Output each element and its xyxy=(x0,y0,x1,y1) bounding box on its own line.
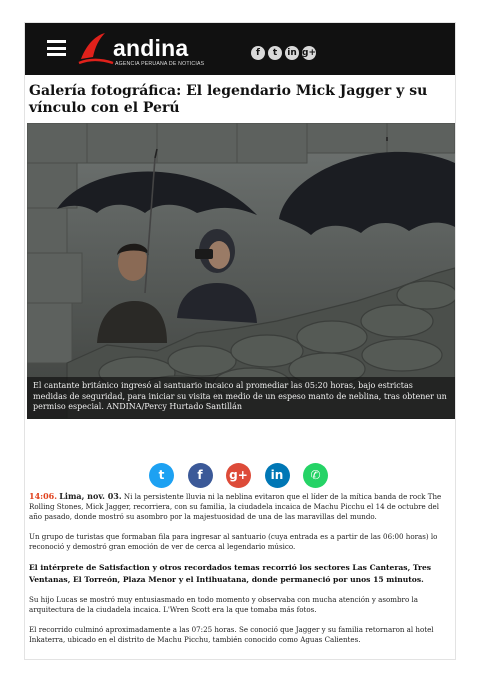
google-plus-icon[interactable]: g+ xyxy=(226,463,251,488)
site-header xyxy=(25,23,456,75)
photo-illustration xyxy=(27,123,455,419)
photo-caption: El cantante británico ingresó al santuario incaico al promediar las 05:20 horas, bajo estrictas medidas de seguridad, para iniciar su visita en medio de un espeso manto de neblina, tras obtener un permiso especial. ANDINA/Percy Hurtado Santillán xyxy=(33,381,447,411)
header-social-links xyxy=(251,42,319,56)
whatsapp-icon[interactable]: ✆ xyxy=(303,463,328,488)
article-time: 14:06. xyxy=(29,491,58,501)
linkedin-icon[interactable]: in xyxy=(285,46,299,60)
andina-logo[interactable] xyxy=(75,29,235,71)
facebook-icon[interactable]: f xyxy=(251,46,265,60)
twitter-icon[interactable]: t xyxy=(268,46,282,60)
twitter-icon[interactable]: t xyxy=(149,463,174,488)
brand-tagline: AGENCIA PERUANA DE NOTICIAS xyxy=(115,61,205,67)
andina-logo-mark-icon xyxy=(75,29,115,69)
hamburger-menu-icon[interactable] xyxy=(47,40,66,56)
article-paragraph-4: Su hijo Lucas se mostró muy entusiasmado en todo momento y observaba con mucha atención y asombro la arquitectura de la ciudadela incaica. L'Wren Scott era la que tomaba más fotos. xyxy=(29,595,418,614)
share-bar xyxy=(149,463,342,489)
article-place: Lima, nov. 03. xyxy=(59,491,122,501)
article-text-1: Ni la persistente lluvia ni la neblina evitaron que el líder de la mítica banda de rock The Rolling Stones, Mick Jagger, recorriera, con su familia, la ciudadela incaica de Machu Picchu el 14 de octubre del año pasado, donde mostró su asombro por la majestuosidad de una de las maravillas del mundo. xyxy=(29,492,442,521)
article-paragraph-5: El recorrido culminó aproximadamente a las 07:25 horas. Se conoció que Jagger y su familia retornaron al hotel Inkaterra, ubicado en el distrito de Machu Picchu, también conocido como Aguas Calientes. xyxy=(29,625,434,644)
article-body xyxy=(29,491,453,655)
facebook-icon[interactable]: f xyxy=(188,463,213,488)
linkedin-icon[interactable]: in xyxy=(265,463,290,488)
gallery-photo[interactable] xyxy=(27,123,455,419)
google-plus-icon[interactable]: g+ xyxy=(302,48,316,58)
article-paragraph-2: Un grupo de turistas que formaban fila para ingresar al santuario (cuya entrada es a partir de las 06:00 horas) lo reconoció y demostró gran emoción de ver de cerca al legendario músico. xyxy=(29,532,438,551)
page-frame xyxy=(24,22,456,660)
article-paragraph-1 xyxy=(29,491,453,522)
article-paragraph-3: El intérprete de Satisfaction y otros recordados temas recorrió los sectores Las Canteras, Tres Ventanas, El Torreón, Plaza Menor y el Intihuatana, donde permaneció por unos 15 minutos. xyxy=(29,563,432,584)
article-title: Galería fotográfica: El legendario Mick Jagger y su vínculo con el Perú xyxy=(29,83,428,116)
brand-name: andina xyxy=(113,35,189,61)
